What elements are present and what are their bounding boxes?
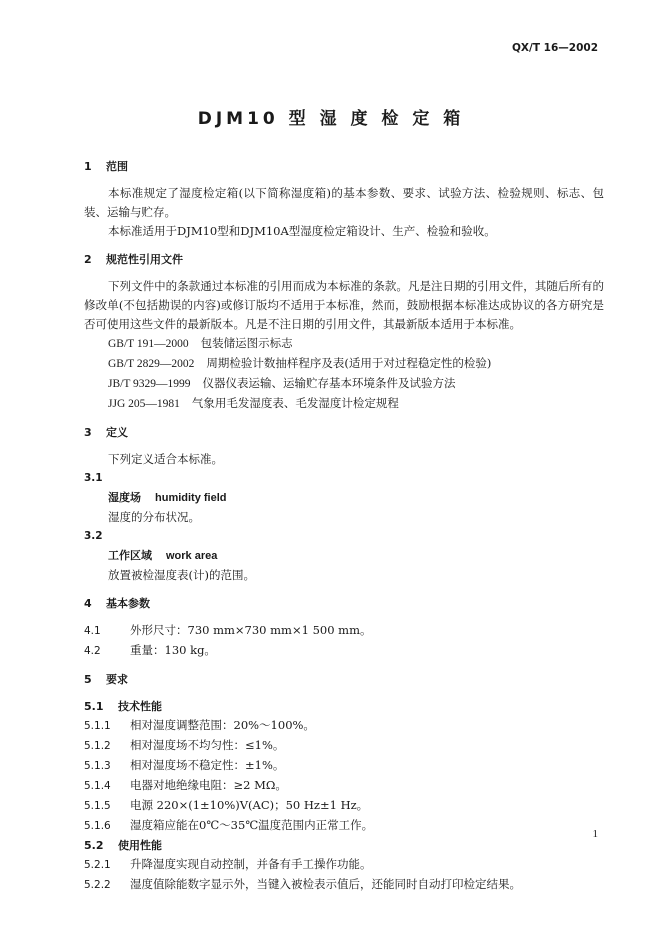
section-2-paragraph: 下列文件中的条款通过本标准的引用而成为本标准的条款。凡是注日期的引用文件，其随后所有的修改单(不包括勘误的内容)或修订版均不适用于本标准，然而，鼓励根据本标准达成协议的各方研究是否可使用这些文件的最新版本。凡是不注日期的引用文件，其最新版本适用于本标准。 xyxy=(84,279,604,331)
clause-item: 5.2.1 升降湿度实现自动控制，并备有手工操作功能。 xyxy=(84,857,372,871)
clause-item: 5.1.2 相对湿度场不均匀性：≤1%。 xyxy=(84,738,285,752)
page-number: 1 xyxy=(592,828,598,840)
section-1-paragraph-2: 本标准适用于DJM10型和DJM10A型湿度检定箱设计、生产、检验和验收。 xyxy=(108,224,496,238)
definition-number: 3.2 xyxy=(84,530,103,542)
definition-number: 3.1 xyxy=(84,472,103,484)
section-heading-5: 5 要求 xyxy=(84,673,128,686)
document-title: DJM10 型 湿 度 检 定 箱 xyxy=(197,109,465,129)
clause-item: 5.1.4 电器对地绝缘电阻：≥2 MΩ。 xyxy=(84,778,287,792)
section-heading-2: 2 规范性引用文件 xyxy=(84,253,183,266)
subsection-heading: 5.2 使用性能 xyxy=(84,839,162,852)
definition-text: 放置被检湿度表(计)的范围。 xyxy=(108,568,255,582)
section-3-paragraph: 下列定义适合本标准。 xyxy=(108,452,223,466)
clause-item: 4.1 外形尺寸：730 mm×730 mm×1 500 mm。 xyxy=(84,623,372,637)
definition-text: 湿度的分布状况。 xyxy=(108,510,200,524)
reference-item: GB/T 2829—2002 周期检验计数抽样程序及表(适用于对过程稳定性的检验) xyxy=(108,356,492,370)
reference-item: JJG 205—1981 气象用毛发湿度表、毛发湿度计检定规程 xyxy=(108,396,399,410)
reference-item: JB/T 9329—1999 仪器仪表运输、运输贮存基本环境条件及试验方法 xyxy=(108,376,456,390)
subsection-heading: 5.1 技术性能 xyxy=(84,700,162,713)
clause-item: 5.2.2 湿度值除能数字显示外，当键入被检表示值后，还能同时自动打印检定结果。 xyxy=(84,877,521,891)
clause-item: 4.2 重量：130 kg。 xyxy=(84,643,216,657)
clause-item: 5.1.3 相对湿度场不稳定性：±1%。 xyxy=(84,758,285,772)
definition-term: 湿度场 humidity field xyxy=(108,491,227,504)
clause-item: 5.1.1 相对湿度调整范围：20%～100%。 xyxy=(84,718,315,732)
section-heading-3: 3 定义 xyxy=(84,426,128,439)
section-1-paragraph-1: 本标准规定了湿度检定箱(以下简称湿度箱)的基本参数、要求、试验方法、检验规则、标志、包装、运输与贮存。 xyxy=(84,186,604,219)
section-heading-1: 1 范围 xyxy=(84,160,128,173)
definition-term: 工作区域 work area xyxy=(108,549,218,562)
reference-item: GB/T 191—2000 包装储运图示标志 xyxy=(108,336,293,350)
section-heading-4: 4 基本参数 xyxy=(84,597,150,610)
document-body xyxy=(84,158,604,895)
clause-item: 5.1.6 湿度箱应能在0℃～35℃温度范围内正常工作。 xyxy=(84,818,374,832)
standard-code: QX/T 16—2002 xyxy=(511,42,598,54)
clause-item: 5.1.5 电源 220×(1±10%)V(AC)；50 Hz±1 Hz。 xyxy=(84,798,369,812)
